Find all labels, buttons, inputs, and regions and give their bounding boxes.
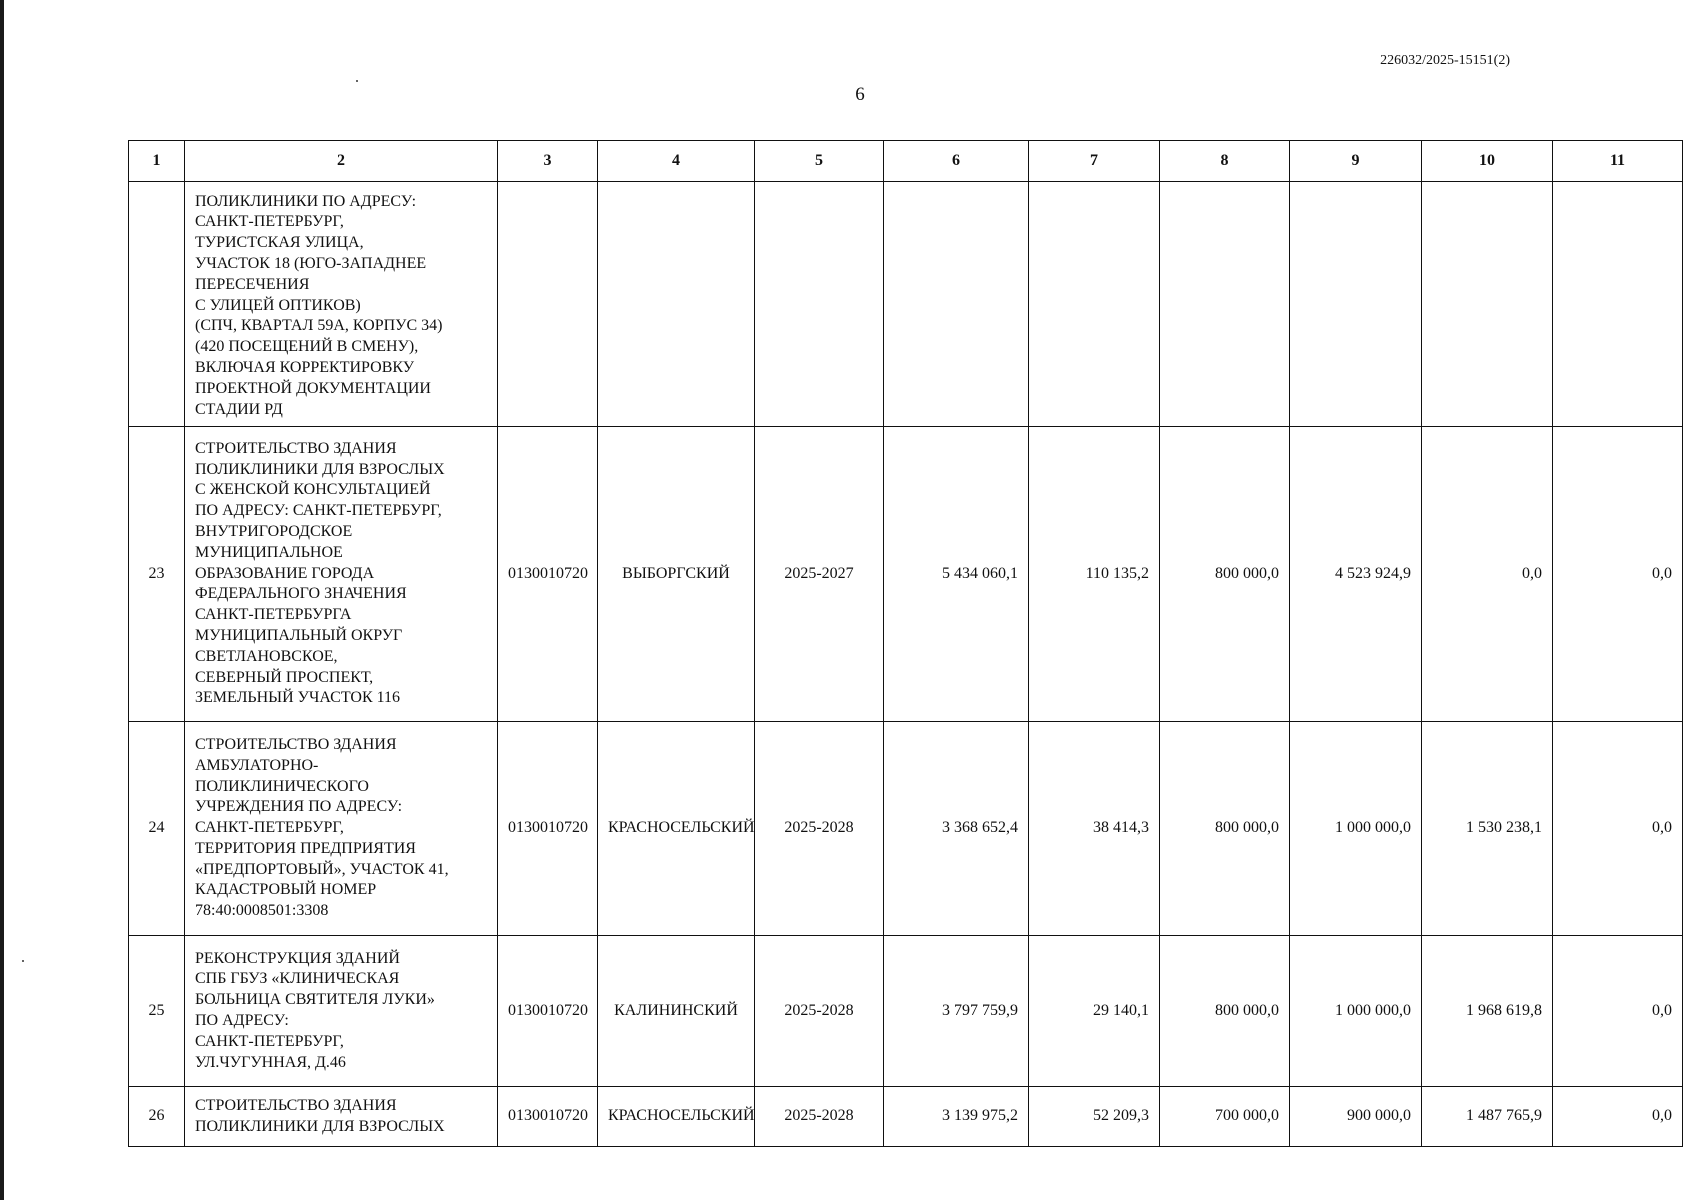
col-header-1: 1 [129,141,185,182]
value-cell-7: 110 135,2 [1029,427,1160,722]
value-cell-6: 3 368 652,4 [884,722,1029,936]
object-name: РЕКОНСТРУКЦИЯ ЗДАНИЙ СПБ ГБУЗ «КЛИНИЧЕСКАЯ БОЛЬНИЦА СВЯТИТЕЛЯ ЛУКИ» ПО АДРЕСУ: САНКТ-ПЕТЕРБУРГ, УЛ.ЧУГУННАЯ, Д.46 [185,936,498,1087]
object-name: ПОЛИКЛИНИКИ ПО АДРЕСУ: САНКТ-ПЕТЕРБУРГ, ТУРИСТСКАЯ УЛИЦА, УЧАСТОК 18 (ЮГО-ЗАПАДНЕЕ ПЕРЕСЕЧЕНИЯ С УЛИЦЕЙ ОПТИКОВ) (СПЧ, КВАРТАЛ 59А, КОРПУС 34) (420 ПОСЕЩЕНИЙ В СМЕНУ), ВКЛЮЧАЯ КОРРЕКТИРОВКУ ПРОЕКТНОЙ ДОКУМЕНТАЦИИ СТАДИИ РД [185,182,498,427]
scan-left-edge [0,0,4,1200]
table-row [129,1087,1683,1147]
col-header-10: 10 [1422,141,1553,182]
code-cell: 0130010720 [498,1087,598,1147]
district-cell [598,182,755,427]
value-cell-9: 1 000 000,0 [1290,722,1422,936]
table-row [129,182,1683,427]
period-cell: 2025-2028 [755,1087,884,1147]
value-cell-10: 1 530 238,1 [1422,722,1553,936]
value-cell-11: 0,0 [1553,427,1683,722]
value-cell-7: 52 209,3 [1029,1087,1160,1147]
value-cell-7: 29 140,1 [1029,936,1160,1087]
value-cell-11: 0,0 [1553,722,1683,936]
col-header-3: 3 [498,141,598,182]
value-cell-10 [1422,182,1553,427]
object-name: СТРОИТЕЛЬСТВО ЗДАНИЯ ПОЛИКЛИНИКИ ДЛЯ ВЗРОСЛЫХ [185,1087,498,1147]
col-header-6: 6 [884,141,1029,182]
table-row [129,722,1683,936]
district-cell: КАЛИНИНСКИЙ [598,936,755,1087]
value-cell-9 [1290,182,1422,427]
value-cell-6 [884,182,1029,427]
period-cell [755,182,884,427]
value-cell-6: 5 434 060,1 [884,427,1029,722]
row-number: 23 [129,427,185,722]
value-cell-8: 800 000,0 [1160,427,1290,722]
document-id: 226032/2025-15151(2) [1380,53,1510,68]
scan-speck [22,960,24,962]
value-cell-11 [1553,182,1683,427]
value-cell-8: 800 000,0 [1160,722,1290,936]
district-cell: ВЫБОРГСКИЙ [598,427,755,722]
period-cell: 2025-2028 [755,936,884,1087]
value-cell-8 [1160,182,1290,427]
row-number: 26 [129,1087,185,1147]
value-cell-8: 800 000,0 [1160,936,1290,1087]
value-cell-6: 3 797 759,9 [884,936,1029,1087]
investment-table [128,140,1683,1147]
value-cell-9: 4 523 924,9 [1290,427,1422,722]
col-header-5: 5 [755,141,884,182]
col-header-11: 11 [1553,141,1683,182]
code-cell: 0130010720 [498,936,598,1087]
value-cell-7: 38 414,3 [1029,722,1160,936]
object-name: СТРОИТЕЛЬСТВО ЗДАНИЯ АМБУЛАТОРНО- ПОЛИКЛИНИЧЕСКОГО УЧРЕЖДЕНИЯ ПО АДРЕСУ: САНКТ-ПЕТЕРБУРГ, ТЕРРИТОРИЯ ПРЕДПРИЯТИЯ «ПРЕДПОРТОВЫЙ», УЧАСТОК 41, КАДАСТРОВЫЙ НОМЕР 78:40:0008501:3308 [185,722,498,936]
period-cell: 2025-2028 [755,722,884,936]
period-cell: 2025-2027 [755,427,884,722]
code-cell [498,182,598,427]
col-header-9: 9 [1290,141,1422,182]
value-cell-10: 1 487 765,9 [1422,1087,1553,1147]
value-cell-8: 700 000,0 [1160,1087,1290,1147]
value-cell-9: 900 000,0 [1290,1087,1422,1147]
value-cell-6: 3 139 975,2 [884,1087,1029,1147]
table-row [129,936,1683,1087]
page-number: 6 [855,84,865,105]
col-header-4: 4 [598,141,755,182]
row-number: 25 [129,936,185,1087]
code-cell: 0130010720 [498,427,598,722]
code-cell: 0130010720 [498,722,598,936]
object-name: СТРОИТЕЛЬСТВО ЗДАНИЯ ПОЛИКЛИНИКИ ДЛЯ ВЗРОСЛЫХ С ЖЕНСКОЙ КОНСУЛЬТАЦИЕЙ ПО АДРЕСУ: САНКТ-ПЕТЕРБУРГ, ВНУТРИГОРОДСКОЕ МУНИЦИПАЛЬНОЕ ОБРАЗОВАНИЕ ГОРОДА ФЕДЕРАЛЬНОГО ЗНАЧЕНИЯ САНКТ-ПЕТЕРБУРГА МУНИЦИПАЛЬНЫЙ ОКРУГ СВЕТЛАНОВСКОЕ, СЕВЕРНЫЙ ПРОСПЕКТ, ЗЕМЕЛЬНЫЙ УЧАСТОК 116 [185,427,498,722]
row-number: 24 [129,722,185,936]
value-cell-9: 1 000 000,0 [1290,936,1422,1087]
value-cell-11: 0,0 [1553,936,1683,1087]
col-header-2: 2 [185,141,498,182]
table-row [129,427,1683,722]
district-cell: КРАСНОСЕЛЬСКИЙ [598,722,755,936]
col-header-8: 8 [1160,141,1290,182]
col-header-7: 7 [1029,141,1160,182]
value-cell-11: 0,0 [1553,1087,1683,1147]
value-cell-10: 0,0 [1422,427,1553,722]
scan-speck [356,80,358,82]
row-number [129,182,185,427]
value-cell-10: 1 968 619,8 [1422,936,1553,1087]
district-cell: КРАСНОСЕЛЬСКИЙ [598,1087,755,1147]
value-cell-7 [1029,182,1160,427]
header-row [129,141,1683,182]
